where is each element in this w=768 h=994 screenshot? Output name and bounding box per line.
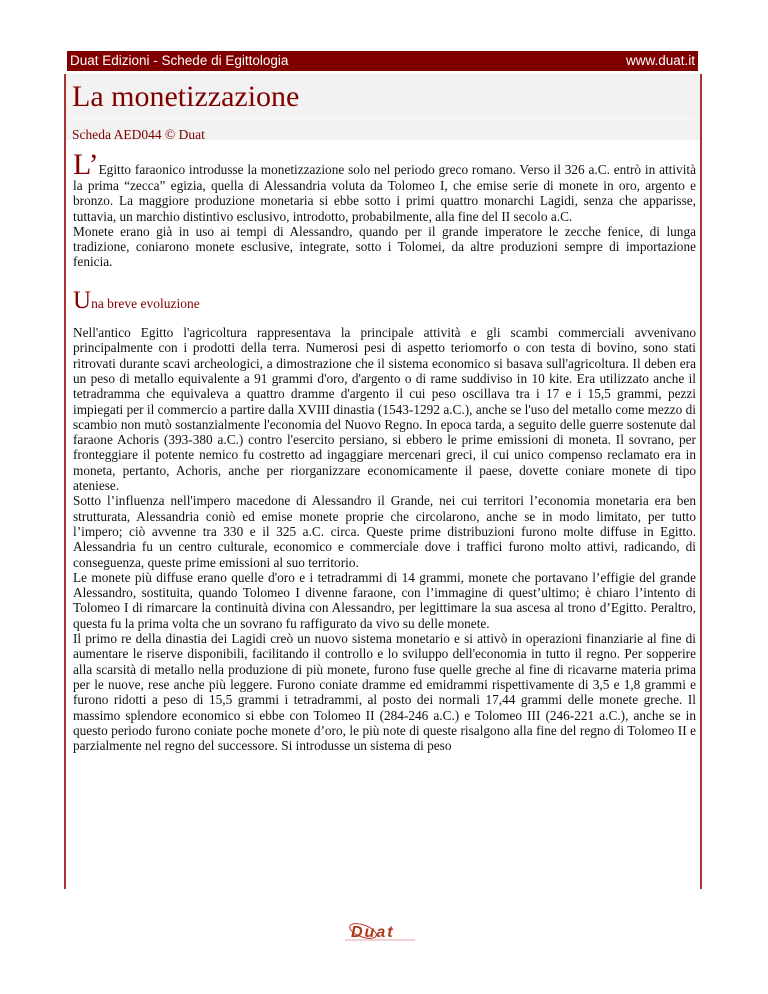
paragraph: Sotto l’influenza nell'impero macedone di Alessandro il Grande, nei cui territori l’economia monetaria era ben strutturata, Alessandria coniò ed emise monete proprie che circolarono, anche se in modo limitato, per tutto l’impero; ciò avvenne tra 330 e il 325 a.C. circa. Queste prime distribuzioni furono molte diffuse in Egitto. Alessandria fu un centro culturale, economico e commerciale dove i traffici furono molto attivi, radicando, di conseguenza, queste prime emissioni al suo territorio. — [73, 493, 696, 570]
publisher-name: Duat Edizioni - Schede di Egittologia — [70, 53, 289, 68]
intro-paragraph-2: Monete erano già in uso ai tempi di Alessandro, quando per il grande imperatore le zecche fenice, di lunga tradizione, coniarono monete esclusive, integrate, sotto i Tolomei, da altre produzioni sempre di importazione fenicia. — [73, 223, 696, 270]
document-code: Scheda AED044 © Duat — [72, 127, 205, 142]
duat-logo — [345, 921, 415, 943]
heading-drop-cap: U — [73, 286, 92, 314]
paragraph: Nell'antico Egitto l'agricoltura rappresentava la principale attività e gli scambi commerciali avvenivano principalmente con i prodotti della terra. Numerosi pesi di aspetto teriomorfo o con testa di bovino, sono stati ritrovati durante scavi archeologici, a dimostrazione che il sistema economico si basava sull'agricoltura. Il deben era un peso di metallo equivalente a 91 grammi d'oro, d'argento o di rame suddiviso in 10 kite. Era utilizzato anche il tetradramma che equivaleva a quattro dramme d'argento il cui peso oscillava tra i 17 e i 15,5 grammi, pezzi impiegati per il commercio a partire dalla XVIII dinastia (1543-1292 a.C.), anche se l'uso del metallo come mezzo di scambio non mutò sostanzialmente l'economia del Nuovo Regno. In epoca tarda, a seguito delle guerre sostenute dal faraone Achoris (393-380 a.C.) contro l'esercito persiano, si ebbero le prime emissioni di moneta. Il sovrano, per fronteggiare il potente nemico fu costretto ad ingaggiare mercenari greci, il cui unico compenso reclamato era in moneta, pertanto, Achoris, anche per riorganizzare economicamente il paese, dovette coniare monete di tipo ateniese. — [73, 325, 696, 494]
page-title: La monetizzazione — [72, 74, 694, 119]
title-area — [66, 74, 700, 140]
intro-text: Egitto faraonico introdusse la monetizzazione solo nel periodo greco romano. Verso il 326 a.C. entrò in attività la prima “zecca” egizia, quella di Alessandria voluta da Tolomeo I, che emise serie di monete in oro, argento e bronzo. La maggiore produzione monetaria si ebbe sotto i primi quattro monarchi Lagidi, senza che apparisse, tuttavia, un marchio distintivo esclusivo, introdotto, probabilmente, alla fine del II secolo a.C. — [73, 162, 696, 224]
website-link[interactable]: www.duat.it — [625, 53, 695, 68]
section-body — [73, 325, 696, 753]
heading-text: na breve evoluzione — [91, 295, 200, 311]
paragraph: Le monete più diffuse erano quelle d'oro e i tetradrammi di 14 grammi, monete che portavano l’effigie del grande Alessandro, sostituita, quando Tolomeo I divenne faraone, con l’immagine di quest’ultimo; è chiaro l’intento di Tolomeo I di rimarcare la continuità divina con Alessandro, per legittimare la sua ascesa al trono d’Egitto. Peraltro, questa fu la prima volta che un sovrano fu raffigurato da vivo su delle monete. — [73, 569, 696, 631]
svg-text:Duat: Duat — [351, 924, 395, 941]
document-frame — [64, 74, 702, 889]
drop-cap: L’ — [73, 148, 99, 181]
paragraph: Il primo re della dinastia dei Lagidi creò un nuovo sistema monetario e si attivò in operazioni finanziarie al fine di aumentare le riserve disponibili, facilitando il controllo e lo sviluppo dell'economia in tutto il regno. Per sopperire alla scarsità di metallo nella produzione di più monete, furono fuse quelle greche al fine di ricavarne materia prima per le nuove, rese anche più leggere. Furono coniate dramme ed emidrammi rispettivamente di 3,5 e 1,8 grammi e furono ridotti a peso di 15,5 grammi i tetradrammi, al posto dei normali 17,44 grammi delle monete greche. Il massimo splendore economico si ebbe con Tolomeo II (284-246 a.C.) e Tolomeo III (246-221 a.C.), anche se in questo periodo furono coniate poche monete d’oro, le più note di queste risalgono alla fine del regno di Tolomeo II e parzialmente nel regno del successore. Si introdusse un sistema di peso — [73, 631, 696, 754]
document-body — [66, 148, 700, 754]
header-bar — [67, 51, 698, 71]
section-heading — [73, 286, 696, 314]
intro-paragraph — [73, 148, 696, 224]
